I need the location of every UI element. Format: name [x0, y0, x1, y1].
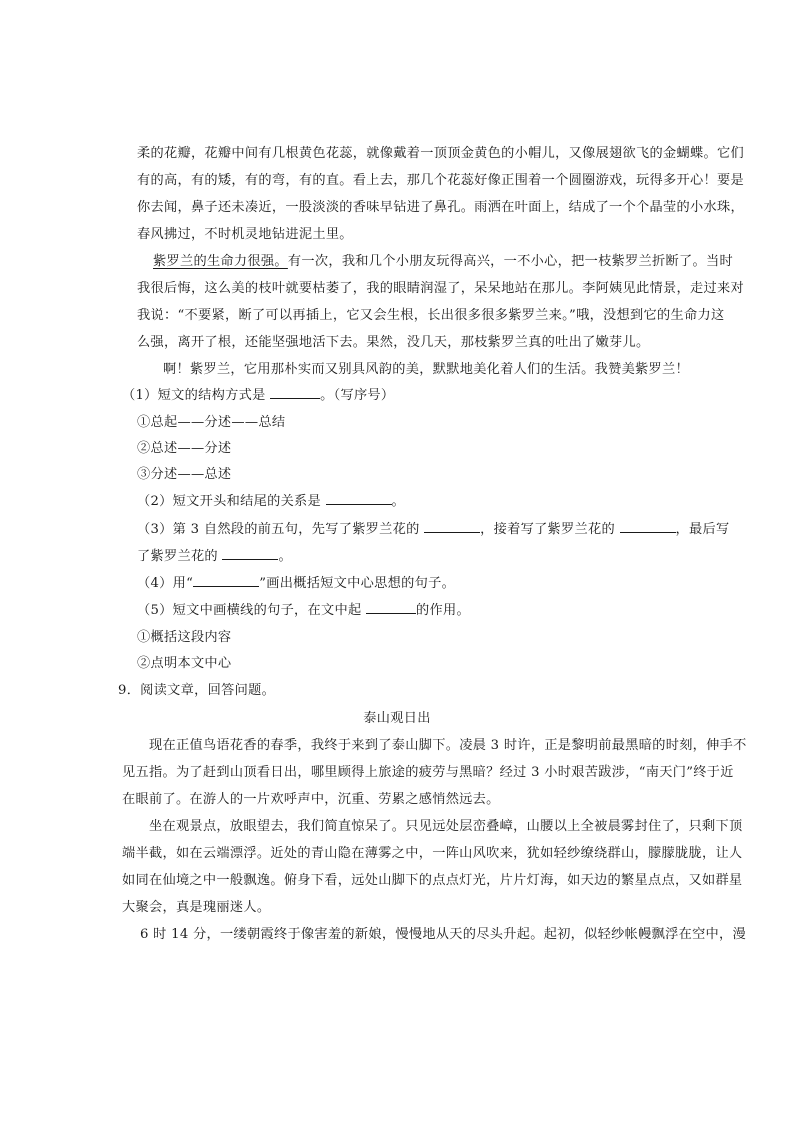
question-3-line1: （3）第 3 自然段的前五句，先写了紫罗兰花的 ，接着写了紫罗兰花的 ，最后写	[137, 522, 730, 537]
q5-option-1: ①概括这段内容	[137, 630, 232, 645]
passage1-para1-line1: 柔的花瓣，花瓣中间有几根黄色花蕊，就像戴着一顶顶金黄色的小帽儿，又像展翅欲飞的金蝴蝶。它们	[137, 146, 744, 161]
q5-option-2: ②点明本文中心	[137, 656, 232, 671]
passage2-para2-line2: 端半截，如在云端漂浮。近处的青山隐在薄雾之中，一阵山风吹来，犹如轻纱缭绕群山，朦朦胧胧，让人	[122, 846, 743, 861]
passage1-para1-line2: 有的高，有的矮，有的弯，有的直。看上去，那几个花蕊好像正围着一个圆圈游戏，玩得多开心！要是	[137, 173, 744, 188]
answer-blank[interactable]	[424, 520, 480, 533]
line-mark-sample	[193, 574, 259, 587]
question-5: （5）短文中画横线的句子，在文中起 的作用。	[137, 603, 470, 618]
question-3-line2: 了紫罗兰花的 。	[137, 549, 292, 564]
passage2-para2-line4: 大聚会，真是瑰丽迷人。	[122, 900, 271, 915]
answer-blank[interactable]	[620, 520, 676, 533]
answer-blank[interactable]	[270, 386, 320, 399]
passage1-para3: 啊！紫罗兰，它用那朴实而又别具风韵的美，默默地美化着人们的生活。我赞美紫罗兰！	[163, 362, 690, 377]
passage2-para1-line2: 见五指。为了赶到山顶看日出，哪里顾得上旅途的疲劳与黑暗？经过 3 小时艰苦跋涉，“南天门”终于近	[122, 765, 734, 780]
passage1-para2-line1	[153, 250, 733, 269]
q1-option-1: ①总起——分述——总结	[137, 415, 286, 430]
answer-blank[interactable]	[222, 547, 278, 560]
q1-option-3: ③分述——总述	[137, 467, 232, 482]
passage2-para2-line3: 如同在仙境之中一般飘逸。俯身下看，远处山脚下的点点灯光，片片灯海，如天边的繁星点点，又如群星	[122, 873, 743, 888]
question-1: （1）短文的结构方式是 。（写序号）	[122, 388, 395, 403]
question-2: （2）短文开头和结尾的关系是 。	[137, 494, 406, 509]
question-4: （4）用“ ”画出概括短文中心思想的句子。	[137, 576, 456, 591]
q1-option-2: ②总述——分述	[137, 441, 232, 456]
passage2-para2-line1: 坐在观景点，放眼望去，我们简直惊呆了。只见远处层峦叠嶂，山腰以上全被晨雾封住了，只剩下顶	[149, 819, 743, 834]
question-9-heading: 9．阅读文章，回答问题。	[118, 683, 276, 698]
passage2-para1-line3: 在眼前了。在游人的一片欢呼声中，沉重、劳累之感悄然远去。	[122, 792, 500, 807]
passage1-para2-line3: 我说：“不要紧，断了可以再插上，它又会生根，长出很多很多紫罗兰来。”哦，没想到它的生命力这	[137, 308, 725, 323]
answer-blank[interactable]	[366, 601, 416, 614]
passage2-para3-line1: 6 时 14 分，一缕朝霞终于像害羞的新娘，慢慢地从天的尽头升起。起初，似轻纱帐幔飘浮在空中，漫	[140, 927, 747, 942]
passage1-para2-line4: 么强，离开了根，还能坚强地活下去。果然，没几天，那枝紫罗兰真的吐出了嫩芽儿。	[137, 335, 650, 350]
answer-blank[interactable]	[326, 492, 392, 505]
passage2-para1-line1: 现在正值鸟语花香的春季，我终于来到了泰山脚下。凌晨 3 时许，正是黎明前最黑暗的时刻，伸手不	[149, 738, 747, 753]
passage2-title: 泰山观日出	[363, 711, 431, 726]
passage1-para1-line3: 你去闻，鼻子还未凑近，一股淡淡的香味早钻进了鼻孔。雨洒在叶面上，结成了一个个晶莹的小水珠，	[137, 200, 744, 215]
passage1-para1-line4: 春风拂过，不时机灵地钻进泥土里。	[137, 227, 353, 242]
passage1-para2-line1-rest: 有一次，我和几个小朋友玩得高兴，一不小心，把一枝紫罗兰折断了。当时	[287, 254, 733, 269]
underlined-sentence: 紫罗兰的生命力很强。	[153, 254, 288, 269]
passage1-para2-line2: 我很后悔，这么美的枝叶就要枯萎了，我的眼睛润湿了，呆呆地站在那儿。李阿姨见此情景，走过来对	[137, 281, 744, 296]
